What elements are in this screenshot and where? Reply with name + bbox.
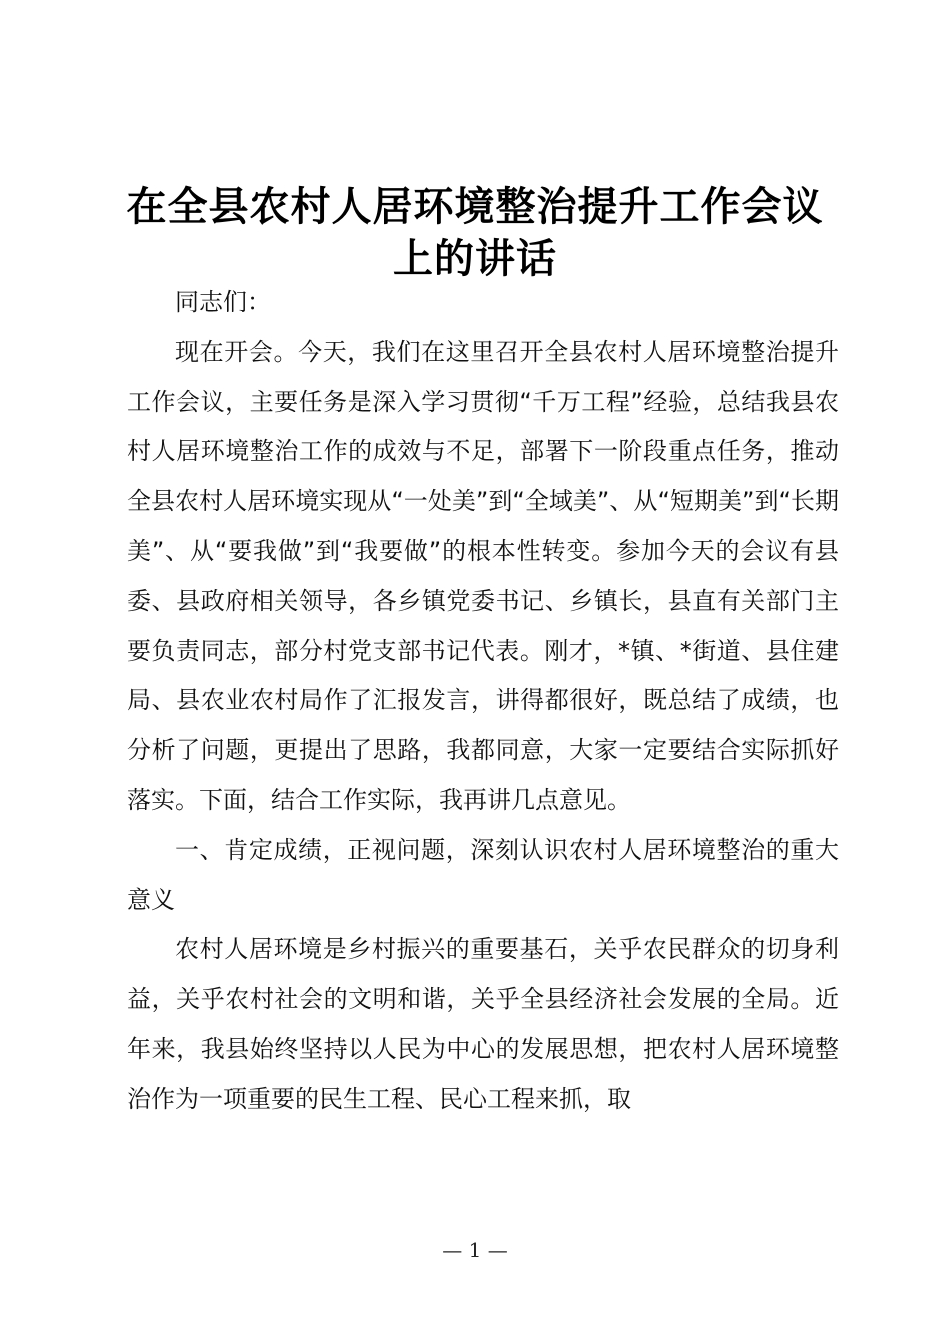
paragraph-opening: 现在开会。今天，我们在这里召开全县农村人居环境整治提升工作会议，主要任务是深入学习贯彻“千万工程”经验，总结我县农村人居环境整治工作的成效与不足，部署下一阶段重点任务，推动全县农村人居环境实现从“一处美”到“全域美”、从“短期美”到“长期美”、从“要我做”到“我要做”的根本性转变。参加今天的会议有县委、县政府相关领导，各乡镇党委书记、乡镇长，县直有关部门主要负责同志，部分村党支部书记代表。刚才，*镇、*街道、县住建局、县农业农村局作了汇报发言，讲得都很好，既总结了成绩，也分析了问题，更提出了思路，我都同意，大家一定要结合实际抓好落实。下面，结合工作实际，我再讲几点意见。 — [127, 337, 839, 814]
document-body — [127, 278, 839, 1125]
section-heading-1: 一、肯定成绩，正视问题，深刻认识农村人居环境整治的重大意义 — [127, 835, 839, 914]
document-title-line-1: 在全县农村人居环境整治提升工作会议 — [126, 183, 824, 230]
salutation: 同志们： — [175, 288, 271, 316]
page-number: — 1 — — [442, 1238, 508, 1262]
paragraph-section-1: 农村人居环境是乡村振兴的重要基石，关乎农民群众的切身利益，关乎农村社会的文明和谐，关乎全县经济社会发展的全局。近年来，我县始终坚持以人民为中心的发展思想，把农村人居环境整治作为一项重要的民生工程、民心工程来抓，取 — [127, 935, 839, 1113]
document-title-line-2: 上的讲话 — [393, 235, 557, 282]
